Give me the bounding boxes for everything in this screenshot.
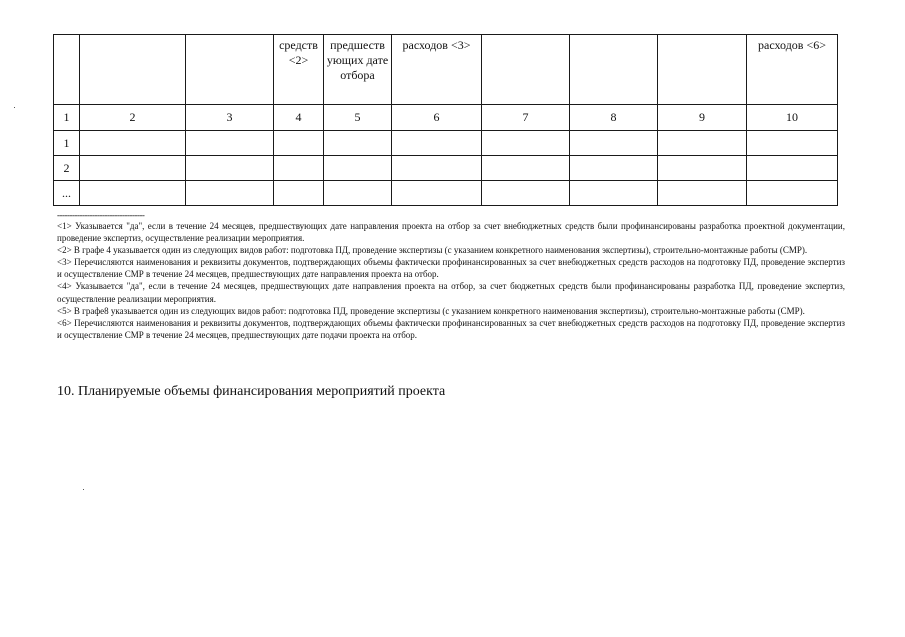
table-cell bbox=[274, 156, 324, 181]
footnote-1: <1> Указывается "да", если в течение 24 месяцев, предшествующих дате направления проекта на отбор за счет внебюджетных средств были профинансированы разработка проектной документации, проведение экспертиз, осуществление реализации мероприятия. bbox=[57, 221, 845, 244]
footnote-4: <4> Указывается "да", если в течение 24 месяцев, предшествующих дате направления проекта на отбор, за счет бюджетных средств были профинансированы разработка ПД, проведение экспертиз, осуществление реализации мероприятия. bbox=[57, 281, 845, 304]
footnote-6: <6> Перечисляются наименования и реквизиты документов, подтверждающих объемы фактически профинансированных за счет внебюджетных средств расходов на подготовку ПД, проведение экспертиз и осуществление СМР в течение 24 месяцев, предшествующих дате подачи проекта на отбор. bbox=[57, 317, 845, 340]
table-cell bbox=[392, 156, 482, 181]
header-cell: средств <2> bbox=[274, 35, 324, 105]
header-cell bbox=[54, 35, 80, 105]
column-number-cell: 7 bbox=[482, 105, 570, 131]
table-cell bbox=[570, 131, 658, 156]
table-cell bbox=[186, 131, 274, 156]
scan-speck bbox=[14, 107, 15, 108]
column-number-cell: 4 bbox=[274, 105, 324, 131]
table-cell bbox=[747, 131, 838, 156]
column-number-cell: 8 bbox=[570, 105, 658, 131]
header-cell: расходов <3> bbox=[392, 35, 482, 105]
table-cell bbox=[658, 156, 747, 181]
table-cell bbox=[570, 181, 658, 206]
table-cell bbox=[658, 131, 747, 156]
table-row bbox=[54, 156, 838, 181]
footnote-3: <3> Перечисляются наименования и реквизиты документов, подтверждающих объемы фактически профинансированных за счет внебюджетных средств расходов на подготовку ПД, проведение экспертиз и осуществление СМР в течение 24 месяцев, предшествующих дате направления проекта на отбор. bbox=[57, 257, 845, 280]
footnote-5: <5> В графе8 указывается один из следующих видов работ: подготовка ПД, проведение экспертизы (с указанием конкретного наименования экспертизы), строительно-монтажные работы (СМР). bbox=[57, 305, 805, 316]
table-row bbox=[54, 181, 838, 206]
table-cell bbox=[186, 156, 274, 181]
column-number-cell: 3 bbox=[186, 105, 274, 131]
scan-speck bbox=[83, 489, 84, 490]
footnotes bbox=[57, 210, 845, 341]
table-cell bbox=[658, 181, 747, 206]
table-cell bbox=[324, 156, 392, 181]
header-cell bbox=[570, 35, 658, 105]
table-cell bbox=[482, 131, 570, 156]
column-number-cell: 9 bbox=[658, 105, 747, 131]
table-header-row bbox=[54, 35, 838, 105]
column-number-cell: 5 bbox=[324, 105, 392, 131]
header-cell: расходов <6> bbox=[747, 35, 838, 105]
table-cell bbox=[80, 131, 186, 156]
table-cell: 1 bbox=[54, 131, 80, 156]
table-cell bbox=[482, 181, 570, 206]
table-cell bbox=[570, 156, 658, 181]
header-cell bbox=[80, 35, 186, 105]
footnote-2: <2> В графе 4 указывается один из следующих видов работ: подготовка ПД, проведение экспертизы (с указанием конкретного наименования экспертизы), строительно-монтажные работы (СМР). bbox=[57, 245, 808, 256]
table-cell bbox=[80, 156, 186, 181]
table-cell bbox=[80, 181, 186, 206]
table-cell bbox=[392, 181, 482, 206]
table-cell: ... bbox=[54, 181, 80, 206]
table-cell bbox=[274, 181, 324, 206]
column-number-cell: 10 bbox=[747, 105, 838, 131]
table-cell bbox=[324, 181, 392, 206]
column-number-cell: 2 bbox=[80, 105, 186, 131]
financing-table bbox=[53, 34, 838, 206]
table-row bbox=[54, 131, 838, 156]
column-number-row bbox=[54, 105, 838, 131]
table-cell bbox=[324, 131, 392, 156]
table-cell bbox=[482, 156, 570, 181]
table-cell bbox=[747, 181, 838, 206]
column-number-cell: 1 bbox=[54, 105, 80, 131]
table-cell bbox=[392, 131, 482, 156]
table-cell bbox=[274, 131, 324, 156]
header-cell bbox=[186, 35, 274, 105]
footnote-separator: ----------------------------------- bbox=[57, 210, 145, 220]
header-cell bbox=[658, 35, 747, 105]
column-number-cell: 6 bbox=[392, 105, 482, 131]
table-cell bbox=[747, 156, 838, 181]
section-heading: 10. Планируемые объемы финансирования мероприятий проекта bbox=[57, 384, 446, 399]
header-cell: предшеств ующих дате отбора bbox=[324, 35, 392, 105]
header-cell bbox=[482, 35, 570, 105]
table-cell bbox=[186, 181, 274, 206]
table-cell: 2 bbox=[54, 156, 80, 181]
